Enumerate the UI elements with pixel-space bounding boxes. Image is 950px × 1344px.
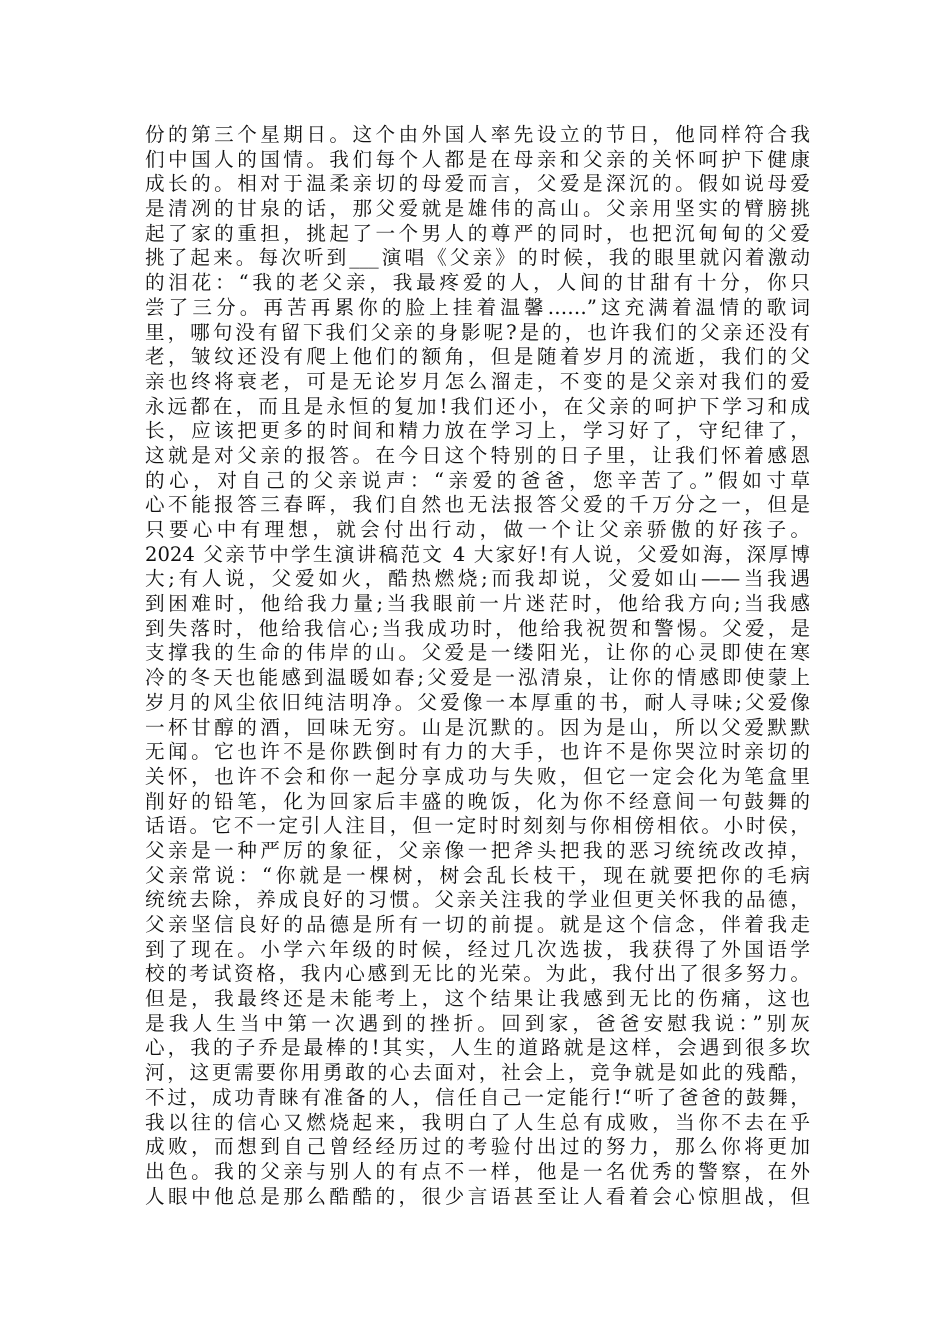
text-line-12: 永远都在，而且是永恒的复加!我们还小，在父亲的呵护下学习和成 [145,394,810,418]
text-line-2: 们中国人的国情。我们每个人都是在母亲和父亲的关怀呵护下健康 [145,147,810,171]
text-line-37: 是我人生当中第一次遇到的挫折。回到家，爸爸安慰我说：”别灰 [145,1011,810,1035]
text-line-17: 只要心中有理想，就会付出行动，做一个让父亲骄傲的好孩子。 [145,518,810,541]
text-line-34: 到了现在。小学六年级的时候，经过几次选拔，我获得了外国语学 [145,937,810,961]
text-line-13: 长，应该把更多的时间和精力放在学习上，学习好了，守纪律了， [145,419,810,443]
text-line-11: 亲也终将衰老，可是无论岁月怎么溜走，不变的是父亲对我们的爱 [145,369,810,393]
text-line-40: 不过，成功青睐有准备的人，信任自己一定能行!“听了爸爸的鼓舞， [145,1085,810,1109]
text-line-29: 话语。它不一定引人注目，但一定时时刻刻与你相傍相依。小时侯， [145,814,810,838]
text-line-39: 河，这更需要你用勇敢的心去面对，社会上，竞争就是如此的残酷， [145,1061,810,1085]
text-line-27: 关怀，也许不会和你一起分享成功与失败，但它一定会化为笔盒里 [145,764,810,788]
text-line-33: 父亲坚信良好的品德是所有一切的前提。就是这个信念，伴着我走 [145,913,810,936]
text-line-31: 父亲常说：“你就是一棵树，树会乱长枝干，现在就要把你的毛病 [145,863,810,887]
text-line-26: 无闻。它也许不是你跌倒时有力的大手，也许不是你哭泣时亲切的 [145,740,810,764]
text-line-18: 2024 父亲节中学生演讲稿范文 4 大家好!有人说，父爱如海，深厚博 [145,542,810,566]
text-line-23: 冷的冬天也能感到温暖如春;父爱是一泓清泉，让你的情感即使蒙上 [145,666,810,690]
text-line-16: 心不能报答三春晖，我们自然也无法报答父爱的千万分之一，但是 [145,493,810,517]
text-line-19: 大;有人说，父爱如火，酷热燃烧;而我却说，父爱如山——当我遇 [145,567,810,591]
text-line-14: 这就是对父亲的报答。在今日这个特别的日子里，让我们怀着感恩 [145,443,810,467]
text-line-38: 心，我的子乔是最棒的!其实，人生的道路就是这样，会遇到很多坎 [145,1036,810,1060]
text-line-43: 出色。我的父亲与别人的有点不一样，他是一名优秀的警察，在外 [145,1159,810,1183]
text-line-8: 尝了三分。再苦再累你的脸上挂着温馨……”这充满着温情的歌词 [145,295,810,319]
text-line-21: 到失落时，他给我信心;当我成功时，他给我祝贺和警惕。父爱，是 [145,616,810,640]
text-line-20: 到困难时，他给我力量;当我眼前一片迷茫时，他给我方向;当我感 [145,592,810,616]
document-page [145,123,810,1209]
text-line-15: 的心，对自己的父亲说声：“亲爱的爸爸，您辛苦了。”假如寸草 [145,468,810,492]
text-line-24: 岁月的风尘依旧纯洁明净。父爱像一本厚重的书，耐人寻味;父爱像 [145,690,810,714]
text-line-28: 削好的铅笔，化为回家后丰盛的晚饭，化为你不经意间一句鼓舞的 [145,789,810,813]
text-line-32: 统统去除，养成良好的习惯。父亲关注我的学业但更关怀我的品德， [145,888,810,912]
text-line-1: 份的第三个星期日。这个由外国人率先设立的节日，他同样符合我 [145,123,810,146]
text-line-44: 人眼中他总是那么酷酷的，很少言语甚至让人看着会心惊胆战，但 [145,1184,810,1208]
text-line-36: 但是，我最终还是未能考上，这个结果让我感到无比的伤痛，这也 [145,987,810,1011]
text-line-25: 一杯甘醇的酒，回味无穷。山是沉默的。因为是山，所以父爱默默 [145,715,810,739]
text-line-10: 老，皱纹还没有爬上他们的额角，但是随着岁月的流逝，我们的父 [145,345,810,369]
text-line-5: 起了家的重担，挑起了一个男人的尊严的同时，也把沉甸甸的父爱 [145,221,810,245]
text-line-6: 挑了起来。每次听到___演唱《父亲》的时候，我的眼里就闪着激动 [145,246,810,270]
text-line-22: 支撑我的生命的伟岸的山。父爱是一缕阳光，让你的心灵即使在寒 [145,641,810,665]
document-body [145,123,810,1209]
text-line-35: 校的考试资格，我内心感到无比的光荣。为此，我付出了很多努力。 [145,962,810,986]
text-line-41: 我以往的信心又燃烧起来，我明白了人生总有成败，当你不去在乎 [145,1110,810,1134]
text-line-3: 成长的。相对于温柔亲切的母爱而言，父爱是深沉的。假如说母爱 [145,172,810,196]
text-line-7: 的泪花：“我的老父亲，我最疼爱的人，人间的甘甜有十分，你只 [145,271,810,295]
text-line-30: 父亲是一种严厉的象征，父亲像一把斧头把我的恶习统统改改掉， [145,838,810,862]
text-line-4: 是清冽的甘泉的话，那父爱就是雄伟的高山。父亲用坚实的臂膀挑 [145,197,810,221]
text-line-42: 成败，而想到自己曾经经历过的考验付出过的努力，那么你将更加 [145,1135,810,1159]
text-line-9: 里，哪句没有留下我们父亲的身影呢?是的，也许我们的父亲还没有 [145,320,810,344]
